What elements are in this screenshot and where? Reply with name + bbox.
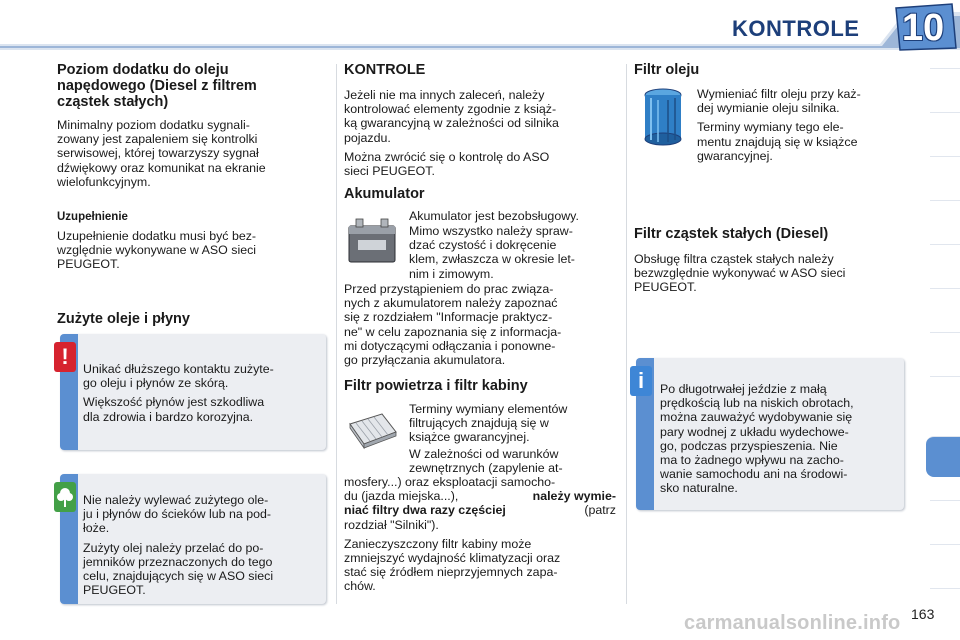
chapter-title: KONTROLE bbox=[732, 16, 860, 41]
side-tab[interactable] bbox=[930, 332, 960, 367]
side-tab[interactable] bbox=[930, 500, 960, 535]
section-heading-additive: Poziom dodatku do oleju napędowego (Diesel z filtrem cząstek stałych) bbox=[57, 62, 257, 110]
side-tab[interactable] bbox=[930, 68, 960, 103]
battery-text-b: Mimo wszystko należy spraw- dzać czystość i dokręcenie klem, zwłaszcza w okresie let- nim i zimowym. bbox=[409, 224, 575, 281]
section-heading-oil-filter: Filtr oleju bbox=[634, 62, 700, 78]
eco-text: Nie należy wylewać zużytego ole- ju i płynów do ścieków lub na pod- łoże. Zużyty olej należy przelać do po- jemników przeznaczonych do tego celu, znajdujących się w ASO sieci PEUGEOT. bbox=[83, 493, 274, 598]
side-tab[interactable] bbox=[930, 544, 960, 579]
side-tab[interactable] bbox=[930, 112, 960, 147]
watermark: carmanualsonline.info bbox=[684, 612, 901, 634]
side-tab[interactable] bbox=[930, 588, 960, 623]
side-tab[interactable] bbox=[930, 376, 960, 411]
air-filter-text-c: mosfery...) oraz eksploatacji samocho- du (jazda miejska...), należy wymie- niać filtry dwa razy częściej (patrz rozdział "Silniki"). Zanieczyszczony filtr kabiny może zmniejszyć wydajność klimatyzacji oraz stać się źródłem nieprzyjemnych zapa- chów. bbox=[344, 475, 616, 594]
warning-icon: ! bbox=[54, 342, 76, 372]
oil-filter-icon bbox=[640, 86, 686, 148]
air-filter-icon bbox=[346, 404, 400, 456]
checks-paragraph: Jeżeli nie ma innych zaleceń, należy kontrolować elementy zgodnie z książ- ką gwarancyjną w zależności od silnika pojazdu. Można zwrócić się o kontrolę do ASO sieci PEUGEOT. bbox=[344, 88, 559, 179]
section-heading-battery: Akumulator bbox=[344, 186, 425, 202]
side-tab[interactable] bbox=[930, 200, 960, 235]
refill-paragraph: Uzupełnienie dodatku musi być bez- względnie wykonywane w ASO sieci PEUGEOT. bbox=[57, 229, 257, 272]
oil-filter-text: Wymieniać filtr oleju przy każ- dej wymianie oleju silnika. Terminy wymiany tego ele- mentu znajdują się w książce gwarancyjnej. bbox=[697, 87, 861, 163]
side-tab[interactable] bbox=[930, 288, 960, 323]
air-filter-text-b: W zależności od warunków zewnętrznych (zapylenie at- bbox=[409, 447, 563, 476]
additive-paragraph: Minimalny poziom dodatku sygnali- zowany jest zapaleniem się kontrolki serwisowej, której towarzyszy sygnał dźwiękowy oraz komunikat na ekranie wielofunkcyjnym. bbox=[57, 118, 266, 189]
warning-text: Unikać dłuższego kontaktu zużyte- go oleju i płynów ze skórą. Większość płynów jest szkodliwa dla zdrowia i bardzo korozyjna. bbox=[83, 362, 274, 424]
battery-text-c: Przed przystąpieniem do prac związa- nych z akumulatorem należy zapoznać się z rozdziałem "Informacje praktycz- ne" w celu zapoznania się z informacja- mi dotyczącymi odłączania i ponowne- go przyłączania akumulatora. bbox=[344, 282, 562, 368]
column-divider bbox=[336, 64, 337, 604]
side-tab[interactable] bbox=[930, 156, 960, 191]
section-heading-air-filter: Filtr powietrza i filtr kabiny bbox=[344, 378, 528, 394]
battery-icon bbox=[346, 214, 400, 266]
page-number: 163 bbox=[911, 606, 935, 622]
section-heading-dpf: Filtr cząstek stałych (Diesel) bbox=[634, 226, 829, 242]
info-text: Po długotrwałej jeździe z małą prędkością lub na niskich obrotach, można zauważyć wydobywanie się pary wodnej z układu wydechowe- go, podczas przyspieszenia. Nie ma to żadnego wpływu na zacho- wanie samochodu ani na środowi- sko naturalne. bbox=[660, 382, 854, 496]
side-tabs bbox=[924, 68, 960, 628]
info-icon: i bbox=[630, 366, 652, 396]
air-filter-text-a: Terminy wymiany elementów filtrujących znajdują się w książce gwarancyjnej. bbox=[409, 402, 568, 445]
column-divider bbox=[626, 64, 627, 604]
chapter-number: 10 bbox=[901, 7, 945, 49]
dpf-paragraph: Obsługę filtra cząstek stałych należy bezwzględnie wykonywać w ASO sieci PEUGEOT. bbox=[634, 252, 846, 295]
side-tab[interactable] bbox=[930, 244, 960, 279]
leaf-icon bbox=[54, 482, 76, 512]
subheading-refill: Uzupełnienie bbox=[57, 211, 128, 223]
battery-text-a: Akumulator jest bezobsługowy. bbox=[409, 209, 579, 223]
section-heading-checks: KONTROLE bbox=[344, 62, 426, 78]
side-tab-active[interactable] bbox=[926, 436, 960, 477]
section-heading-used-oils: Zużyte oleje i płyny bbox=[57, 311, 190, 327]
